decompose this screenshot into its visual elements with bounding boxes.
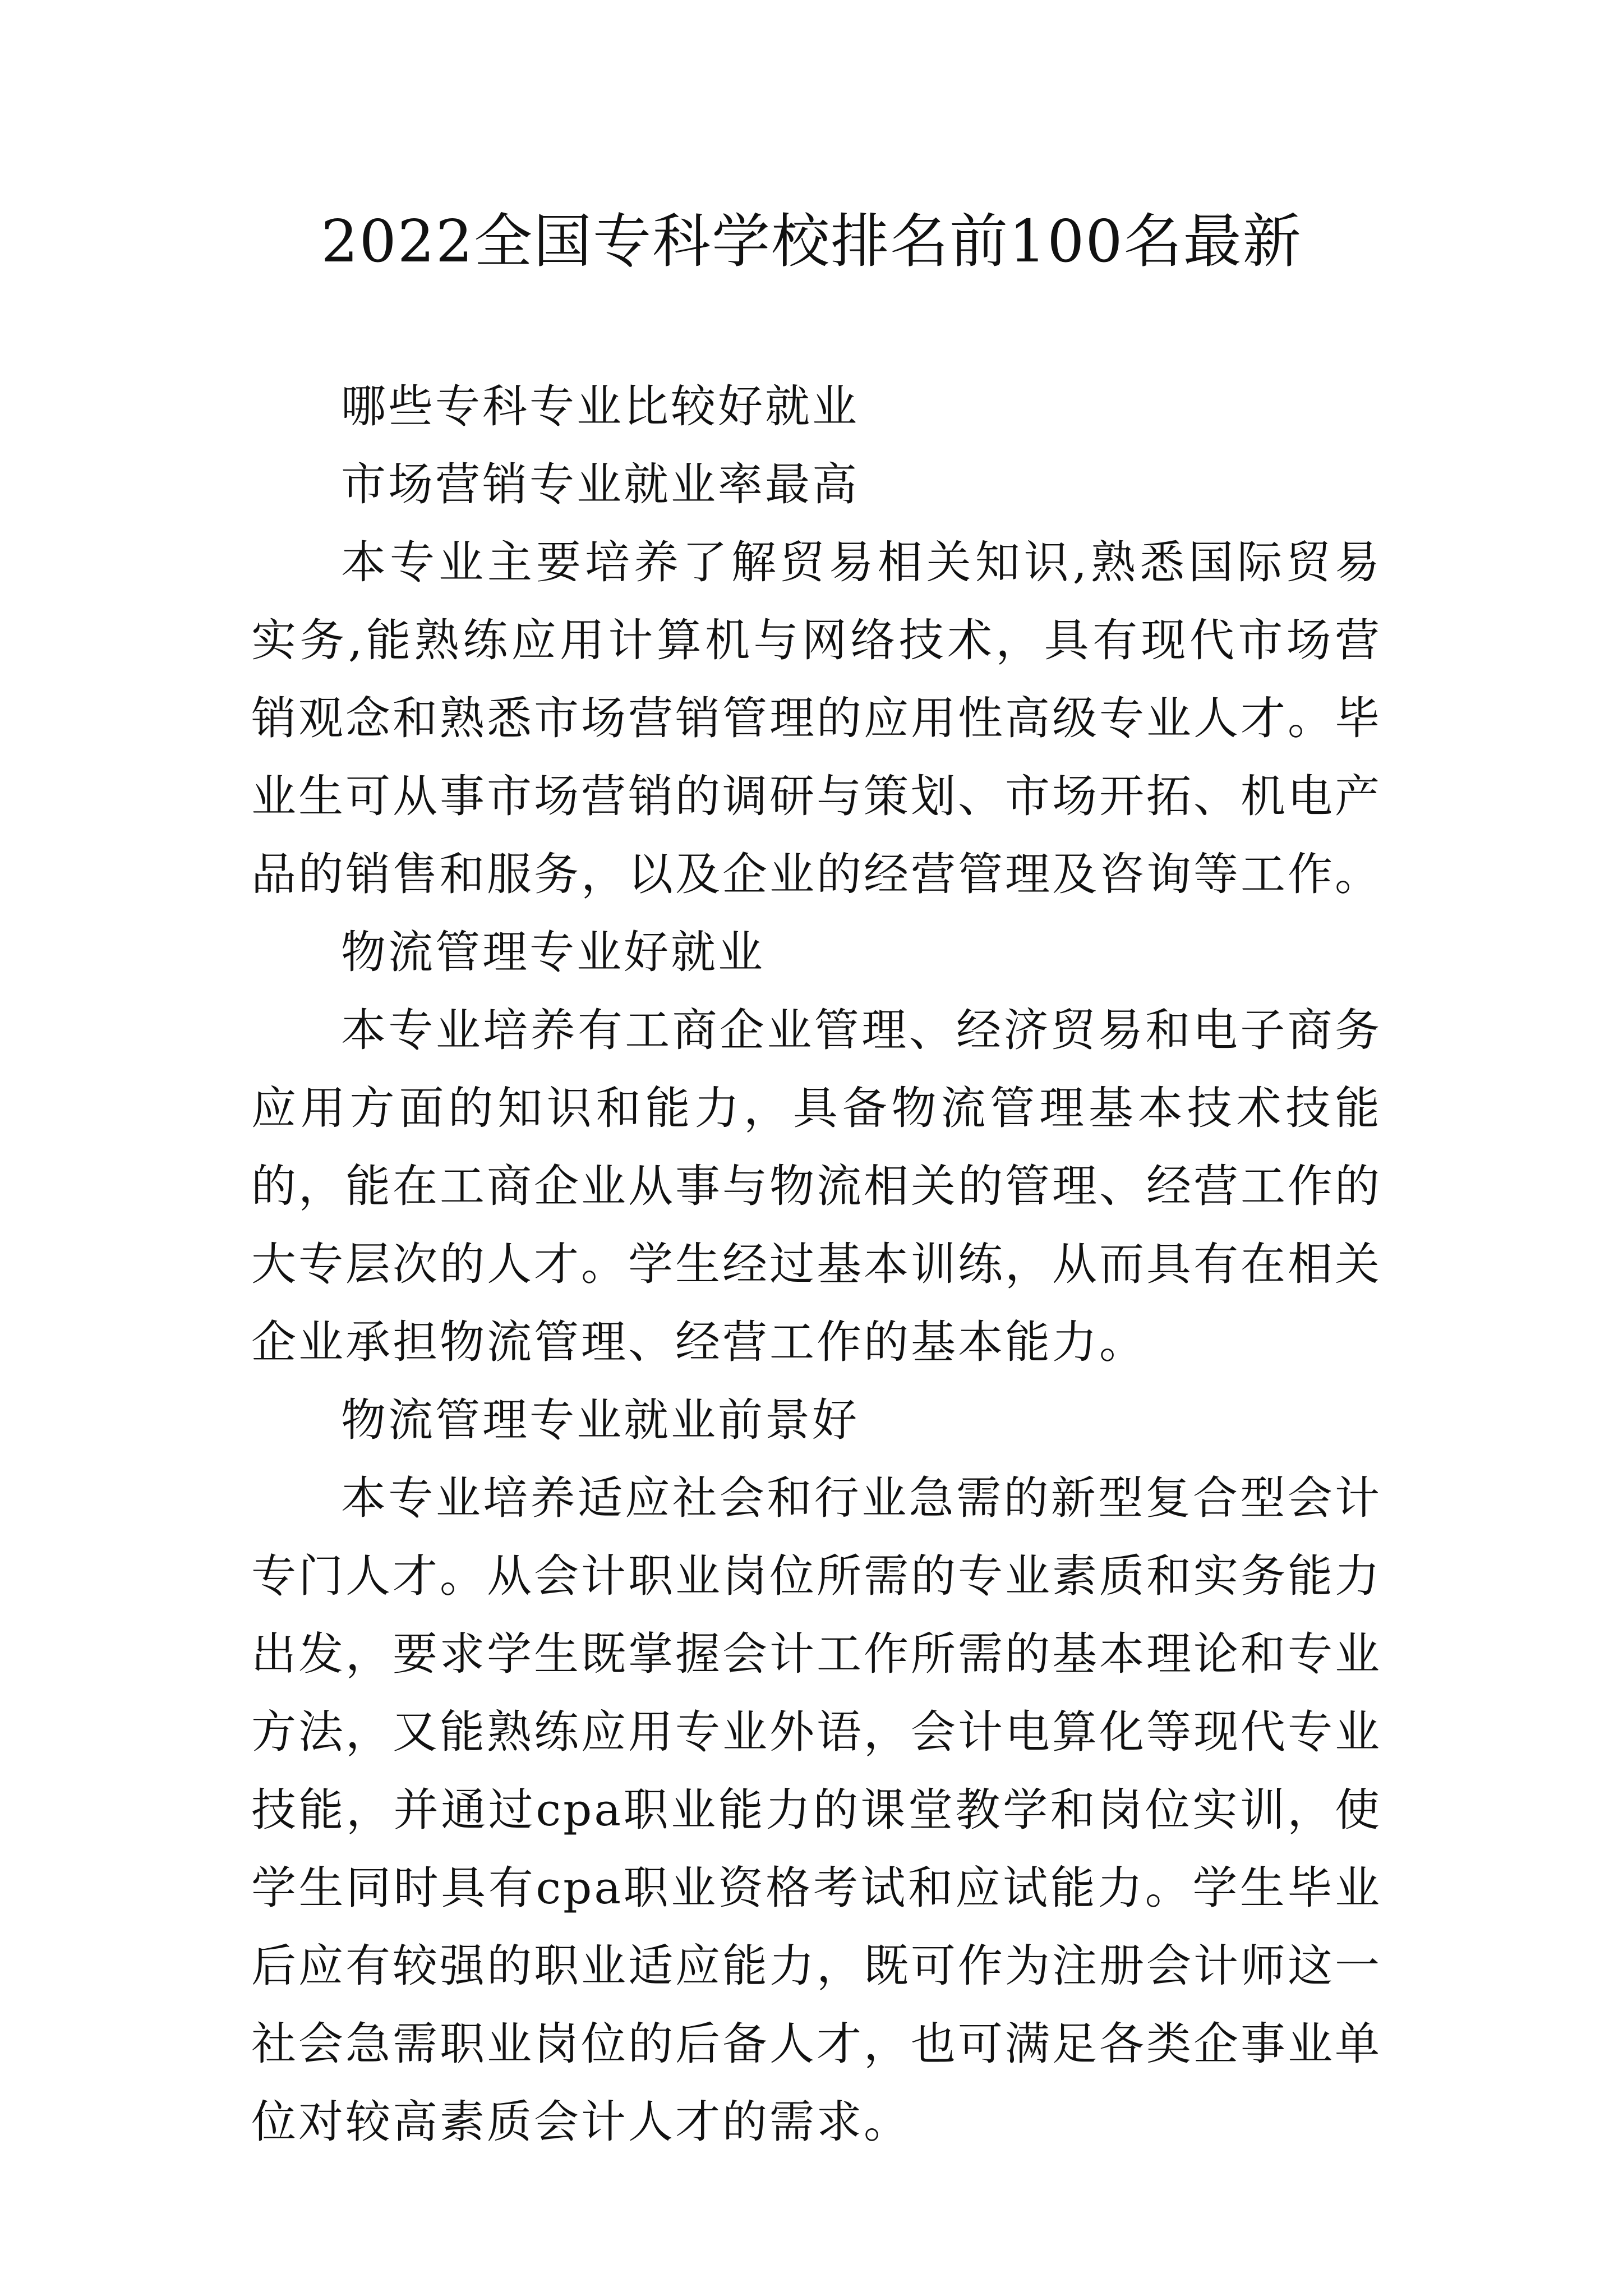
paragraph-marketing: 本专业主要培养了解贸易相关知识,熟悉国际贸易实务,能熟练应用计算机与网络技术，具有现代市场营销观念和熟悉市场营销管理的应用性高级专业人才。毕业生可从事市场营销的调研与策划、市场开拓、机电产品的销售和服务，以及企业的经营管理及咨询等工作。	[251, 536, 1382, 900]
document-title: 2022全国专科学校排名前100名最新	[321, 207, 1302, 275]
paragraph-accounting: 本专业培养适应社会和行业急需的新型复合型会计专门人才。从会计职业岗位所需的专业素质和实务能力出发，要求学生既掌握会计工作所需的基本理论和专业方法，又能熟练应用专业外语，会计电算化等现代专业技能，并通过cpa职业能力的课堂教学和岗位实训，使学生同时具有cpa职业资格考试和应试能力。学生毕业后应有较强的职业适应能力，既可作为注册会计师这一社会急需职业岗位的后备人才，也可满足各类企事业单位对较高素质会计人才的需求。	[251, 1472, 1382, 2148]
document-body	[251, 367, 1382, 2161]
paragraph-logistics: 本专业培养有工商企业管理、经济贸易和电子商务应用方面的知识和能力，具备物流管理基本技术技能的，能在工商企业从事与物流相关的管理、经营工作的大专层次的人才。学生经过基本训练，从而具有在相关企业承担物流管理、经营工作的基本能力。	[251, 1004, 1382, 1368]
section-heading-logistics: 物流管理专业好就业	[341, 926, 765, 978]
section-heading-marketing: 市场营销专业就业率最高	[341, 458, 859, 510]
section-heading-popular-majors: 哪些专科专业比较好就业	[341, 380, 859, 432]
section-heading-logistics-prospects: 物流管理专业就业前景好	[341, 1394, 859, 1446]
